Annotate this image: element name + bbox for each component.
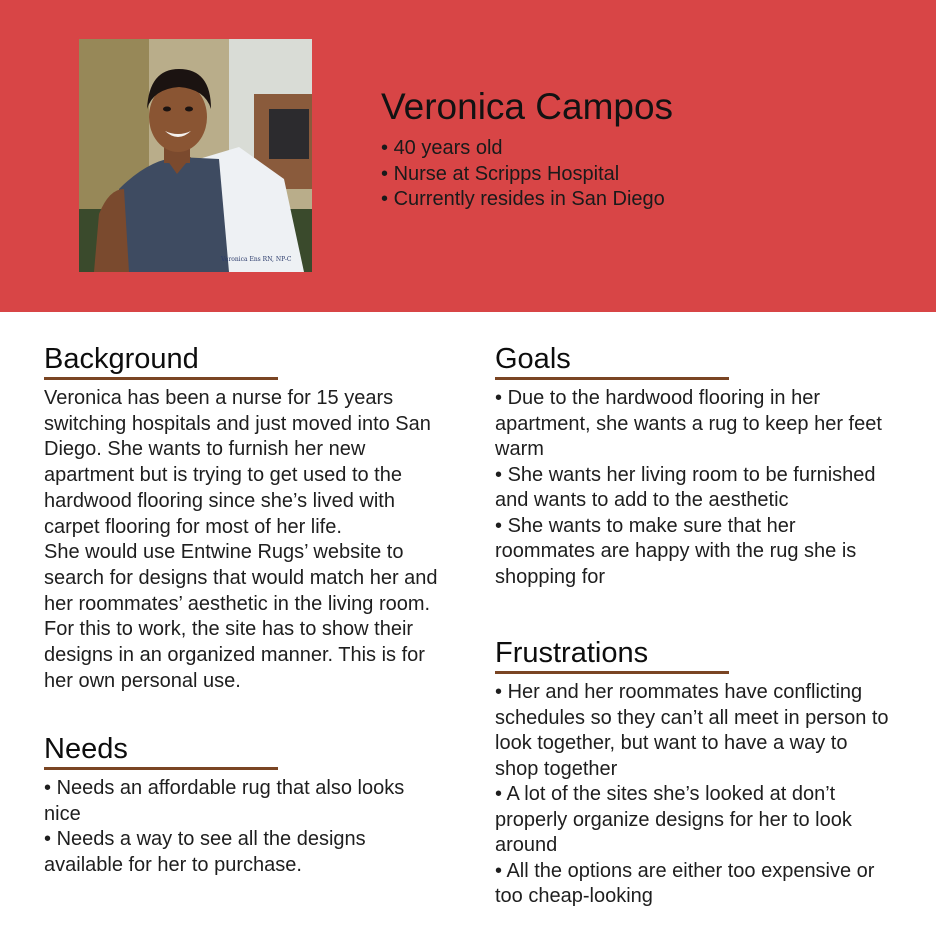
list-item: • All the options are either too expensive or too cheap-looking	[495, 859, 890, 910]
frustrations-list	[495, 680, 890, 910]
coat-embroidery: Veronica Ens RN, NP-C	[221, 256, 292, 263]
goals-section	[495, 342, 890, 590]
needs-section	[44, 732, 439, 878]
frustrations-heading-rule	[495, 671, 729, 674]
list-item: • Her and her roommates have conflicting schedules so they can’t all meet in person to look together, but want to have a way to shop together	[495, 680, 890, 782]
list-item: • She wants her living room to be furnished and wants to add to the aesthetic	[495, 463, 890, 514]
persona-photo	[79, 39, 312, 272]
background-paragraph-2: She would use Entwine Rugs’ website to search for designs that would match her and her roommates’ aesthetic in the living room. For this to work, the site has to show their designs in an organized manner. This is for her own personal use.	[44, 541, 438, 692]
persona-facts	[381, 136, 665, 213]
list-item: • Needs a way to see all the designs available for her to purchase.	[44, 827, 439, 878]
list-item: • Due to the hardwood flooring in her apartment, she wants a rug to keep her feet warm	[495, 386, 890, 463]
fact-occupation: • Nurse at Scripps Hospital	[381, 162, 620, 185]
list-item: • Needs an affordable rug that also looks nice	[44, 776, 439, 827]
background-heading: Background	[44, 343, 199, 375]
persona-photo-illustration	[79, 39, 312, 272]
needs-heading-rule	[44, 767, 278, 770]
frustrations-heading: Frustrations	[495, 637, 649, 669]
list-item: • She wants to make sure that her roommates are happy with the rug she is shopping for	[495, 514, 890, 591]
background-section	[44, 342, 439, 694]
needs-heading: Needs	[44, 733, 128, 765]
goals-heading-rule	[495, 377, 729, 380]
fact-age: • 40 years old	[381, 137, 503, 159]
background-paragraph-1: Veronica has been a nurse for 15 years switching hospitals and just moved into San Diego. She wants to furnish her new apartment but is trying to get used to the hardwood flooring since she’s lived with carpet flooring for most of her life.	[44, 387, 431, 538]
list-item: • A lot of the sites she’s looked at don’t properly organize designs for her to look around	[495, 782, 890, 859]
fact-residence: • Currently resides in San Diego	[381, 188, 665, 210]
goals-list	[495, 386, 890, 590]
background-heading-rule	[44, 377, 278, 380]
goals-heading: Goals	[495, 343, 571, 375]
persona-name: Veronica Campos	[381, 86, 674, 127]
needs-list	[44, 776, 439, 878]
frustrations-section	[495, 636, 890, 910]
